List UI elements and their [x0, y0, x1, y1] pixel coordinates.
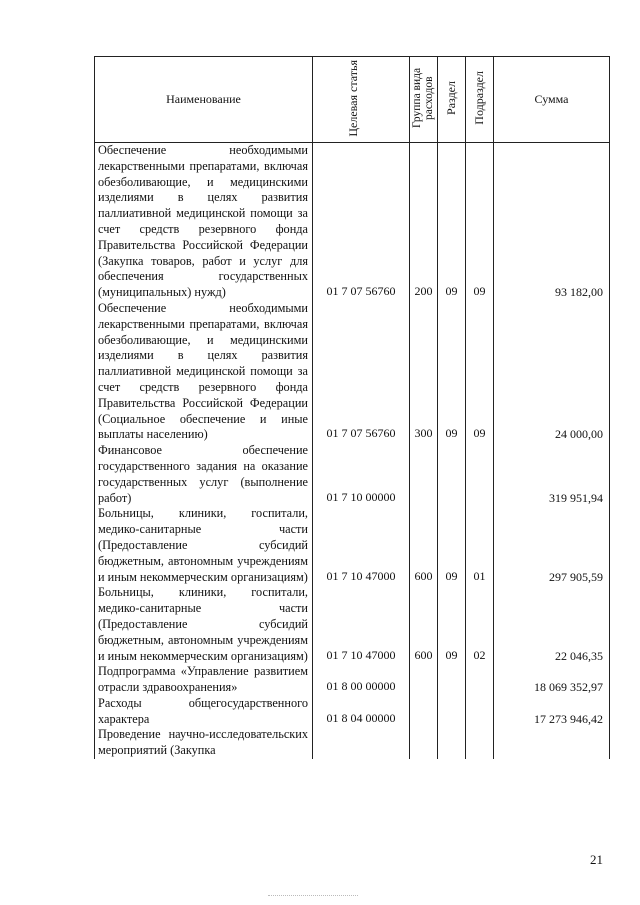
row-name: Расходы общегосударственного характера: [95, 696, 313, 728]
row-sum: 24 000,00: [494, 301, 610, 443]
row-name: Обеспечение необходимыми лекарственными препаратами, включая обезболивающие, и медицинскими изделиями в целях развития паллиативной медицинской помощи за счет средств резервного фонда Правительства Российской Федерации (Закупка товаров, работ и услуг для обеспечения государственных (муниципальных) нужд): [95, 143, 313, 301]
row-name: Проведение научно-исследовательских мероприятий (Закупка: [95, 727, 313, 759]
header-name: Наименование: [95, 57, 313, 143]
row-expense-group: 600: [410, 585, 438, 664]
row-article: 01 7 07 56760: [313, 301, 410, 443]
row-article: 01 7 10 47000: [313, 506, 410, 585]
row-expense-group: [410, 664, 438, 696]
table-header-row: [95, 57, 610, 143]
scan-artifact: [268, 895, 358, 897]
row-section: 09: [438, 585, 466, 664]
row-sum: [494, 727, 610, 759]
table-row: [95, 443, 610, 506]
header-article: Целевая статья: [346, 59, 360, 137]
row-name: Обеспечение необходимыми лекарственными препаратами, включая обезболивающие, и медицинскими изделиями в целях развития паллиативной медицинской помощи за счет средств резервного фонда Правительства Российской Федерации (Социальное обеспечение и иные выплаты населению): [95, 301, 313, 443]
row-section: 09: [438, 143, 466, 301]
row-name: Больницы, клиники, госпитали, медико-санитарные части (Предоставление субсидий бюджетным, автономным учреждениям и иным некоммерческим организациям): [95, 506, 313, 585]
row-section: [438, 727, 466, 759]
row-sum: 297 905,59: [494, 506, 610, 585]
row-section: 09: [438, 506, 466, 585]
row-expense-group: [410, 727, 438, 759]
row-expense-group: [410, 443, 438, 506]
row-name: Финансовое обеспечение государственного задания на оказание государственных услуг (выполнение работ): [95, 443, 313, 506]
row-subsection: [466, 727, 494, 759]
row-name: Подпрограмма «Управление развитием отрасли здравоохранения»: [95, 664, 313, 696]
row-article: [313, 727, 410, 759]
row-section: [438, 664, 466, 696]
row-expense-group: 600: [410, 506, 438, 585]
row-section: 09: [438, 301, 466, 443]
row-subsection: [466, 443, 494, 506]
row-article: 01 7 10 47000: [313, 585, 410, 664]
row-subsection: [466, 696, 494, 728]
row-expense-group: 200: [410, 143, 438, 301]
row-article: 01 8 04 00000: [313, 696, 410, 728]
header-expense-group: Группа вида расходов: [410, 67, 435, 129]
row-subsection: 09: [466, 301, 494, 443]
table-row: [95, 585, 610, 664]
row-sum: 22 046,35: [494, 585, 610, 664]
row-subsection: 01: [466, 506, 494, 585]
row-sum: 17 273 946,42: [494, 696, 610, 728]
row-sum: 18 069 352,97: [494, 664, 610, 696]
row-section: [438, 443, 466, 506]
row-name: Больницы, клиники, госпитали, медико-санитарные части (Предоставление субсидий бюджетным, автономным учреждениям и иным некоммерческим организациям): [95, 585, 313, 664]
budget-table: [94, 56, 610, 759]
row-article: 01 7 10 00000: [313, 443, 410, 506]
header-subsection: Подраздел: [472, 71, 486, 125]
row-sum: 93 182,00: [494, 143, 610, 301]
row-expense-group: 300: [410, 301, 438, 443]
table-row: [95, 506, 610, 585]
row-article: 01 7 07 56760: [313, 143, 410, 301]
row-subsection: 09: [466, 143, 494, 301]
header-sum: Сумма: [494, 57, 610, 143]
row-subsection: 02: [466, 585, 494, 664]
table-row: [95, 143, 610, 301]
table-row: [95, 664, 610, 696]
page-number: 21: [590, 852, 603, 867]
header-section: Раздел: [444, 81, 458, 115]
row-article: 01 8 00 00000: [313, 664, 410, 696]
row-section: [438, 696, 466, 728]
table-row: [95, 696, 610, 728]
table-row: [95, 727, 610, 759]
row-sum: 319 951,94: [494, 443, 610, 506]
row-expense-group: [410, 696, 438, 728]
table-row: [95, 301, 610, 443]
row-subsection: [466, 664, 494, 696]
